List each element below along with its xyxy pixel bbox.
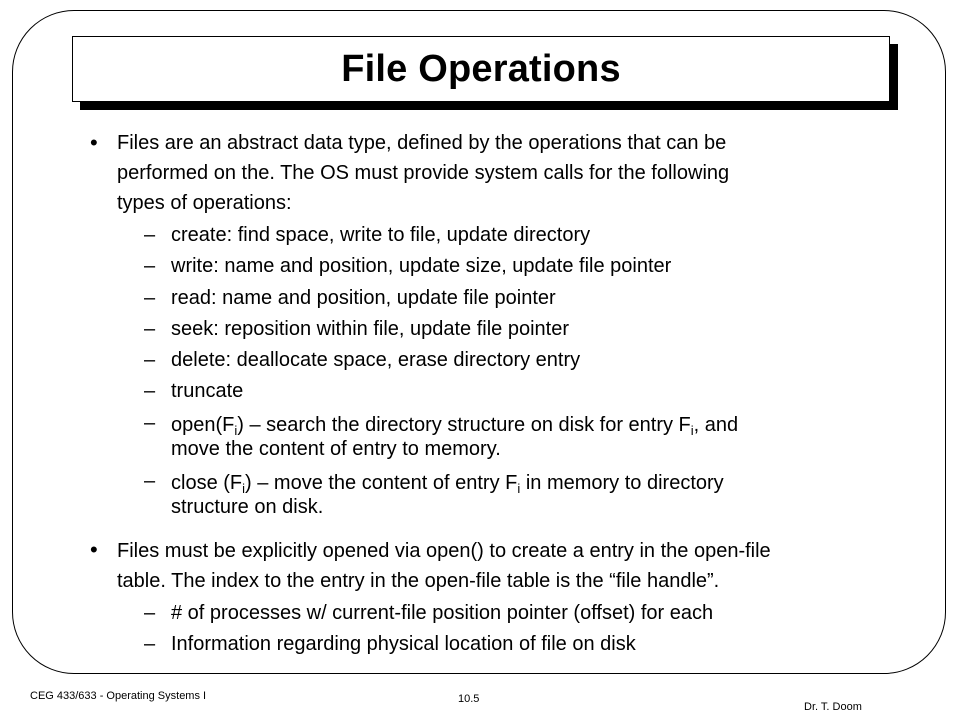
bullet-marker: • xyxy=(90,537,98,562)
bullet-1-line-2: performed on the. The OS must provide system calls for the following xyxy=(117,162,730,184)
bullet-1-line-1: Files are an abstract data type, defined by the operations that can be xyxy=(117,132,727,154)
dash-marker: – xyxy=(144,287,156,309)
dash-marker: – xyxy=(144,255,156,277)
dash-marker: – xyxy=(144,470,156,492)
dash-marker: – xyxy=(144,224,156,246)
sub-item-open-line-2: move the content of entry to memory. xyxy=(171,438,501,460)
sub-item-read: read: name and position, update file pointer xyxy=(171,287,556,309)
sub-item-processes: # of processes w/ current-file position pointer (offset) for each xyxy=(171,602,714,624)
slide-title: File Operations xyxy=(341,47,621,90)
sub-item-truncate: truncate xyxy=(171,380,244,402)
dash-marker: – xyxy=(144,349,156,371)
sub-item-information: Information regarding physical location of file on disk xyxy=(171,633,636,655)
bullet-1-line-3: types of operations: xyxy=(117,192,292,214)
sub-item-seek: seek: reposition within file, update file pointer xyxy=(171,318,570,340)
sub-item-close-line-1: close $(F_i)$ – move the content of entry $F_i$ in memory to directory xyxy=(171,472,724,496)
dash-marker: – xyxy=(144,318,156,340)
footer-author: Dr. T. Doom xyxy=(804,701,862,713)
dash-marker: – xyxy=(144,602,156,624)
dash-marker: – xyxy=(144,412,156,434)
footer-page-number: 10.5 xyxy=(458,693,480,705)
sub-item-close-line-2: structure on disk. xyxy=(171,496,324,518)
footer-course: CEG 433/633 - Operating Systems I xyxy=(30,690,207,702)
bullet-2-line-1: Files must be explicitly opened via open() to create a entry in the open-file xyxy=(117,540,771,562)
dash-marker: – xyxy=(144,380,156,402)
dash-marker: – xyxy=(144,633,156,655)
sub-item-create: create: find space, write to file, update directory xyxy=(171,224,591,246)
sub-item-open-line-1: $open(F_i)$ – search the directory structure on disk for entry $F_i$, and xyxy=(171,414,739,438)
bullet-marker: • xyxy=(90,130,98,155)
sub-item-delete: delete: deallocate space, erase directory entry xyxy=(171,349,581,371)
bullet-2-line-2: table. The index to the entry in the open-file table is the “file handle”. xyxy=(117,570,720,592)
title-box xyxy=(72,36,890,102)
sub-item-write: write: name and position, update size, update file pointer xyxy=(171,255,672,277)
